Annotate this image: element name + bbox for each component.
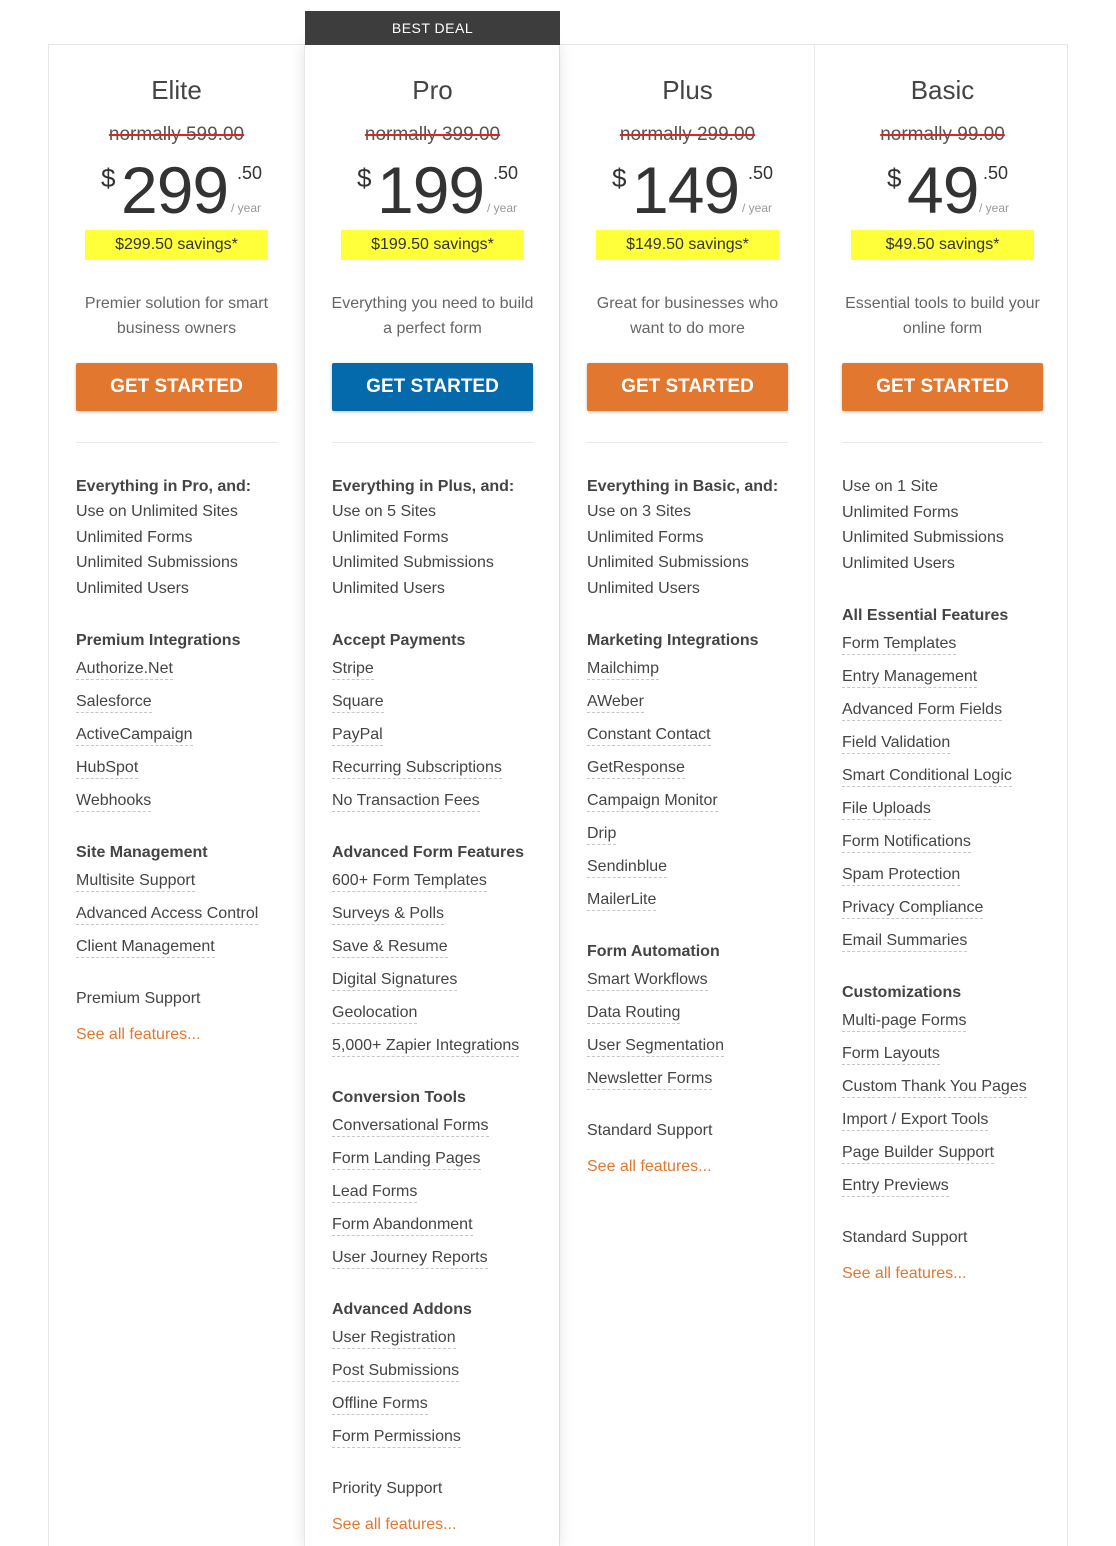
feature-link-data-routing[interactable]: Data Routing <box>587 1004 680 1024</box>
plan-card-plus <box>559 45 814 1546</box>
feature-link-hubspot[interactable]: HubSpot <box>76 759 138 779</box>
feature-link-no-transaction-fees[interactable]: No Transaction Fees <box>332 792 480 812</box>
feature-link-600-form-templates[interactable]: 600+ Form Templates <box>332 872 487 892</box>
see-all-features-link[interactable]: See all features... <box>332 1515 457 1533</box>
plan-description: Premier solution for smart business owners <box>84 295 269 337</box>
feature-link-5-000-zapier-integrations[interactable]: 5,000+ Zapier Integrations <box>332 1037 519 1057</box>
feature-heading: Everything in Basic, and: <box>587 478 779 495</box>
feature-link-form-layouts[interactable]: Form Layouts <box>842 1045 940 1065</box>
divider <box>587 442 788 443</box>
feature-link-privacy-compliance[interactable]: Privacy Compliance <box>842 899 983 919</box>
feature-link-getresponse[interactable]: GetResponse <box>587 759 685 779</box>
get-started-button-basic[interactable]: GET STARTED <box>842 363 1043 411</box>
feature-link-campaign-monitor[interactable]: Campaign Monitor <box>587 792 718 812</box>
feature-link-import-export-tools[interactable]: Import / Export Tools <box>842 1111 988 1131</box>
feature-item: Unlimited Users <box>842 554 955 572</box>
feature-link-square[interactable]: Square <box>332 693 384 713</box>
price-amount: 149 <box>632 153 740 227</box>
feature-item: Unlimited Forms <box>587 528 704 546</box>
currency-symbol: $ <box>887 163 902 193</box>
feature-item: Unlimited Submissions <box>842 529 1004 547</box>
feature-item: Unlimited Forms <box>332 528 449 546</box>
feature-link-form-notifications[interactable]: Form Notifications <box>842 833 971 853</box>
plan-name: Pro <box>412 75 453 105</box>
feature-link-advanced-access-control[interactable]: Advanced Access Control <box>76 905 258 925</box>
feature-heading: Advanced Addons <box>332 1300 472 1318</box>
currency-symbol: $ <box>612 163 627 193</box>
feature-heading: Everything in Plus, and: <box>332 478 515 495</box>
feature-link-advanced-form-fields[interactable]: Advanced Form Fields <box>842 701 1002 721</box>
feature-item: Standard Support <box>842 1228 968 1246</box>
feature-link-form-landing-pages[interactable]: Form Landing Pages <box>332 1150 481 1170</box>
savings-badge: $49.50 savings* <box>851 230 1034 260</box>
feature-link-paypal[interactable]: PayPal <box>332 726 383 746</box>
feature-item: Unlimited Forms <box>842 503 959 521</box>
savings-badge: $299.50 savings* <box>85 230 268 260</box>
price-cents: .50 <box>983 163 1009 183</box>
price-period: / year <box>231 201 262 215</box>
price-cents: .50 <box>237 163 263 183</box>
price-period: / year <box>979 201 1010 215</box>
feature-item: Unlimited Users <box>587 579 700 597</box>
feature-link-post-submissions[interactable]: Post Submissions <box>332 1362 459 1382</box>
see-all-features-link[interactable]: See all features... <box>76 1025 201 1043</box>
original-price: normally 99.00 <box>880 124 1005 145</box>
divider <box>332 442 533 443</box>
plan-description: Everything you need to build a perfect form <box>331 295 534 337</box>
feature-heading: Customizations <box>842 983 962 1001</box>
feature-item: Unlimited Submissions <box>332 554 494 572</box>
currency-symbol: $ <box>101 163 116 193</box>
feature-link-entry-management[interactable]: Entry Management <box>842 668 977 688</box>
feature-link-geolocation[interactable]: Geolocation <box>332 1004 417 1024</box>
feature-item: Unlimited Submissions <box>76 554 238 572</box>
feature-heading: Accept Payments <box>332 631 466 649</box>
feature-item: Premium Support <box>76 989 201 1007</box>
price-cents: .50 <box>748 163 774 183</box>
feature-link-mailchimp[interactable]: Mailchimp <box>587 660 659 680</box>
feature-link-multi-page-forms[interactable]: Multi-page Forms <box>842 1012 966 1032</box>
original-price: normally 399.00 <box>364 124 501 145</box>
plan-name: Basic <box>910 75 975 105</box>
original-price: normally 299.00 <box>619 124 756 145</box>
feature-link-digital-signatures[interactable]: Digital Signatures <box>332 971 457 991</box>
feature-item: Unlimited Forms <box>76 528 193 546</box>
pricing-table <box>48 20 1068 1546</box>
feature-link-authorize-net[interactable]: Authorize.Net <box>76 660 173 680</box>
feature-heading: All Essential Features <box>842 606 1009 624</box>
feature-heading: Advanced Form Features <box>332 843 525 861</box>
plan-description: Great for businesses who want to do more <box>596 295 779 337</box>
feature-item: Use on 3 Sites <box>587 503 692 520</box>
get-started-button-pro[interactable]: GET STARTED <box>332 363 533 411</box>
divider <box>76 442 277 443</box>
feature-link-form-templates[interactable]: Form Templates <box>842 635 956 655</box>
feature-link-user-journey-reports[interactable]: User Journey Reports <box>332 1249 488 1269</box>
feature-item: Use on Unlimited Sites <box>76 503 238 520</box>
plan-name: Elite <box>151 75 202 105</box>
savings-badge: $149.50 savings* <box>596 230 779 260</box>
feature-link-spam-protection[interactable]: Spam Protection <box>842 866 960 886</box>
feature-item: Unlimited Submissions <box>587 554 749 572</box>
price-amount: 49 <box>907 153 979 227</box>
savings-badge: $199.50 savings* <box>341 230 524 260</box>
divider <box>842 442 1043 443</box>
feature-link-user-registration[interactable]: User Registration <box>332 1329 456 1349</box>
feature-heading: Marketing Integrations <box>587 631 759 649</box>
feature-link-file-uploads[interactable]: File Uploads <box>842 800 931 820</box>
feature-item: Use on 1 Site <box>842 478 939 495</box>
see-all-features-link[interactable]: See all features... <box>587 1157 712 1175</box>
feature-item: Use on 5 Sites <box>332 503 437 520</box>
feature-item: Unlimited Users <box>332 579 445 597</box>
feature-link-aweber[interactable]: AWeber <box>587 693 644 713</box>
feature-link-activecampaign[interactable]: ActiveCampaign <box>76 726 193 746</box>
feature-heading: Site Management <box>76 843 208 861</box>
price-amount: 299 <box>121 153 229 227</box>
feature-link-drip[interactable]: Drip <box>587 825 616 845</box>
feature-link-smart-workflows[interactable]: Smart Workflows <box>587 971 708 991</box>
price-period: / year <box>487 201 518 215</box>
feature-link-custom-thank-you-pages[interactable]: Custom Thank You Pages <box>842 1078 1027 1098</box>
feature-link-stripe[interactable]: Stripe <box>332 660 374 680</box>
feature-link-conversational-forms[interactable]: Conversational Forms <box>332 1117 489 1137</box>
price-period: / year <box>742 201 773 215</box>
feature-link-salesforce[interactable]: Salesforce <box>76 693 152 713</box>
see-all-features-link[interactable]: See all features... <box>842 1264 967 1282</box>
feature-heading: Everything in Pro, and: <box>76 478 252 495</box>
feature-link-recurring-subscriptions[interactable]: Recurring Subscriptions <box>332 759 502 779</box>
feature-link-client-management[interactable]: Client Management <box>76 938 215 958</box>
feature-link-entry-previews[interactable]: Entry Previews <box>842 1177 949 1197</box>
feature-link-constant-contact[interactable]: Constant Contact <box>587 726 711 746</box>
feature-link-mailerlite[interactable]: MailerLite <box>587 891 656 911</box>
feature-item: Standard Support <box>587 1121 713 1139</box>
price-cents: .50 <box>493 163 519 183</box>
feature-link-multisite-support[interactable]: Multisite Support <box>76 872 195 892</box>
feature-link-form-abandonment[interactable]: Form Abandonment <box>332 1216 473 1236</box>
feature-link-user-segmentation[interactable]: User Segmentation <box>587 1037 724 1057</box>
price-amount: 199 <box>377 153 485 227</box>
feature-heading: Conversion Tools <box>332 1088 466 1106</box>
feature-link-offline-forms[interactable]: Offline Forms <box>332 1395 428 1415</box>
feature-item: Unlimited Users <box>76 579 189 597</box>
currency-symbol: $ <box>357 163 372 193</box>
feature-heading: Form Automation <box>587 942 720 960</box>
plan-description: Essential tools to build your online form <box>845 295 1040 337</box>
feature-link-field-validation[interactable]: Field Validation <box>842 734 950 754</box>
plan-card-elite <box>49 45 304 1546</box>
feature-link-surveys-polls[interactable]: Surveys & Polls <box>332 905 444 925</box>
feature-link-webhooks[interactable]: Webhooks <box>76 792 151 812</box>
feature-link-page-builder-support[interactable]: Page Builder Support <box>842 1144 994 1164</box>
plan-card-pro <box>304 20 559 1546</box>
feature-link-email-summaries[interactable]: Email Summaries <box>842 932 967 952</box>
feature-link-form-permissions[interactable]: Form Permissions <box>332 1428 461 1448</box>
feature-link-smart-conditional-logic[interactable]: Smart Conditional Logic <box>842 767 1012 787</box>
feature-link-sendinblue[interactable]: Sendinblue <box>587 858 667 878</box>
plan-name: Plus <box>662 75 713 105</box>
get-started-button-elite[interactable]: GET STARTED <box>76 363 277 411</box>
feature-link-save-resume[interactable]: Save & Resume <box>332 938 448 958</box>
feature-link-newsletter-forms[interactable]: Newsletter Forms <box>587 1070 712 1090</box>
feature-link-lead-forms[interactable]: Lead Forms <box>332 1183 417 1203</box>
feature-heading: Premium Integrations <box>76 631 241 649</box>
original-price: normally 599.00 <box>108 124 245 145</box>
feature-item: Priority Support <box>332 1479 443 1497</box>
best-deal-ribbon: BEST DEAL <box>305 11 560 45</box>
plan-card-basic <box>814 45 1069 1546</box>
get-started-button-plus[interactable]: GET STARTED <box>587 363 788 411</box>
